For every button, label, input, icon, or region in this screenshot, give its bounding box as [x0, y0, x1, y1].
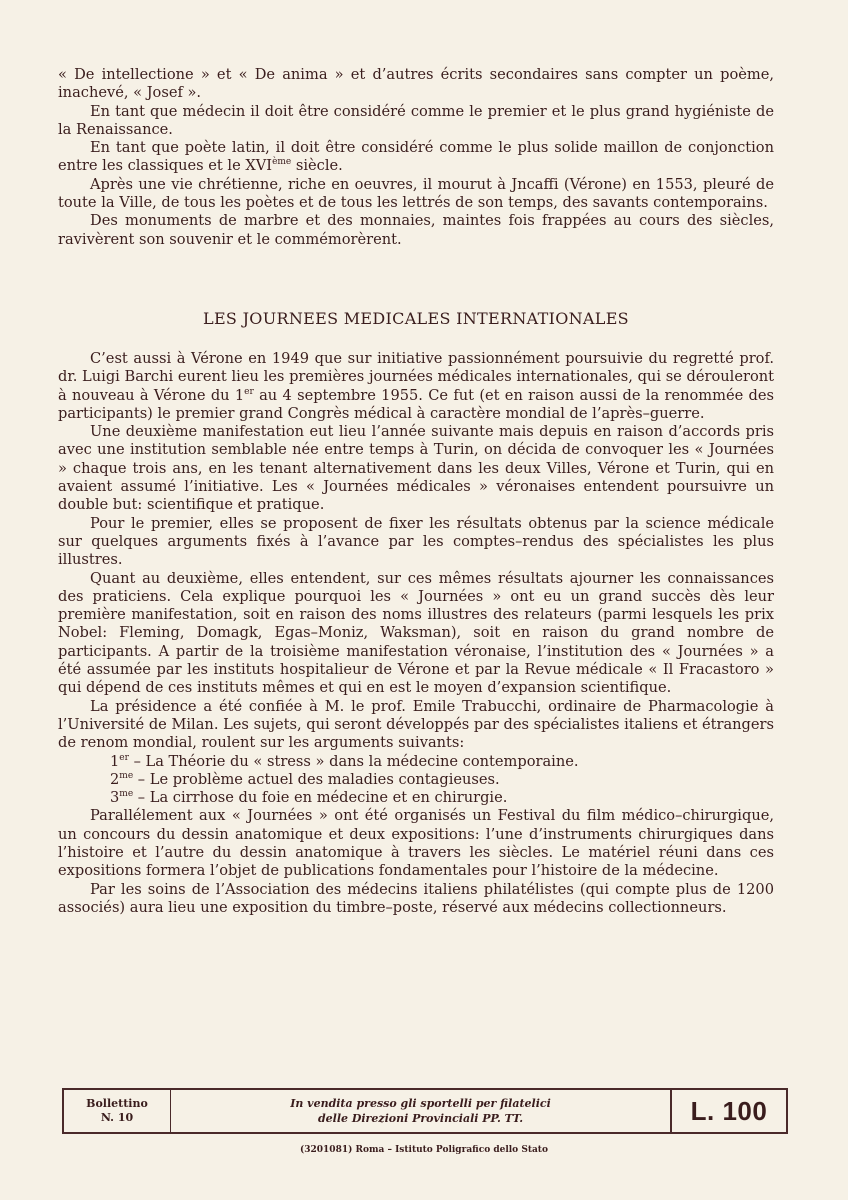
intro-paragraph-3: [58, 139, 774, 176]
list-item-sup: me: [119, 789, 134, 800]
list-item-sup: er: [119, 752, 129, 763]
list-item-number: 2: [110, 770, 120, 788]
arguments-list: [58, 753, 774, 808]
journees-paragraph-2: Une deuxième manifestation eut lieu l’année suivante mais depuis en raison d’accords pris avec une institution semblable née entre temps à Turin, on décida de convoquer les « Journées » chaque trois ans, en les tenant alternativement dans les deux Villes, Vérone et Turin, qui en avaient assumé l’initiative. Les « Journées médicales » véronaises entendent poursuivre un double but: scientifique et pratique.: [58, 423, 774, 514]
sale-info-cell: [171, 1090, 670, 1132]
price-cell: [670, 1090, 786, 1132]
sale-line-1: In vendita presso gli sportelli per filatelici: [290, 1097, 551, 1110]
list-item: [58, 753, 774, 771]
intro-section: [58, 66, 774, 249]
bulletin-cell: [64, 1090, 171, 1132]
list-item-text: – Le problème actuel des maladies contagieuses.: [133, 770, 500, 788]
intro-paragraph-5: Des monuments de marbre et des monnaies, maintes fois frappées au cours des siècles, ravivèrent son souvenir et le commémorèrent.: [58, 212, 774, 248]
list-item: [58, 771, 774, 789]
intro-paragraph-3-text: En tant que poète latin, il doit être considéré comme le plus solide maillon de conjonction entre les classiques et le XVI: [58, 139, 774, 175]
intro-paragraph-3-tail: siècle.: [291, 157, 343, 175]
journees-paragraph-1-text: C’est aussi à Vérone en 1949 que sur initiative passionnément poursuivie du regretté prof. dr. Luigi Barchi eurent lieu les premières journées médicales internationales, qui se dérouleront à nouveau à Vérone du 1: [58, 350, 774, 404]
footer-box: [62, 1088, 788, 1134]
journees-paragraph-1-tail: au 4 septembre 1955. Ce fut (et en raison aussi de la renommée des participants) le premier grand Congrès médical à caractère mondial de l’après–guerre.: [58, 386, 774, 422]
intro-paragraph-4: Après une vie chrétienne, riche en oeuvres, il mourut à Jncaffi (Vérone) en 1553, pleuré de toute la Ville, de tous les poètes et de tous les lettrés de son temps, des savants contemporains.: [58, 175, 774, 212]
list-item-text: – La cirrhose du foie en médecine et en chirurgie.: [133, 789, 508, 807]
list-item-sup: me: [119, 770, 134, 781]
bulletin-number: N. 10: [100, 1111, 134, 1124]
journees-paragraph-7: Par les soins de l’Association des médecins italiens philatélistes (qui compte plus de 1200 associés) aura lieu une exposition du timbre–poste, réservé aux médecins collectionneurs.: [58, 880, 774, 916]
journees-paragraph-1: [58, 350, 774, 423]
intro-paragraph-2: En tant que médecin il doit être considéré comme le premier et le plus grand hygiéniste de la Renaissance.: [58, 102, 774, 138]
sale-line-2: delle Direzioni Provinciali PP. TT.: [317, 1112, 524, 1125]
journees-paragraph-6: Parallélement aux « Journées » ont été organisés un Festival du film médico–chirurgique, un concours du dessin anatomique et deux expositions: l’une d’instruments chirurgiques dans l’histoire et l’autre du dessin anatomique à travers les siècles. Le matériel réuni dans ces expositions formera l’objet de publications fondamentales pour l’histoire de la médecine.: [58, 807, 774, 880]
intro-paragraph-3-sup: ème: [272, 157, 292, 168]
list-item-number: 1: [110, 752, 120, 770]
section-heading: LES JOURNEES MEDICALES INTERNATIONALES: [203, 309, 629, 328]
journees-paragraph-4: Quant au deuxième, elles entendent, sur ces mêmes résultats ajourner les connaissances des praticiens. Cela explique pourquoi les « Journées » ont eu un grand succès dès leur première manifestation, soit en raison des noms illustres des relateurs (parmi lesquels les prix Nobel: Fleming, Domagk, Egas–Moniz, Waksman), soit en raison du grand nombre de participants. A partir de la troisième manifestation véronaise, l’institution des « Journées » a été assumée par les instituts hospitalieur de Vérone et par la Revue médicale « Il Fracastoro » qui dépend de ces instituts mêmes et qui en est le moyen d’expansion scientifique.: [58, 569, 774, 697]
journees-paragraph-1-sup: er: [244, 386, 254, 397]
list-item-number: 3: [110, 789, 120, 807]
price-label: L. 100: [690, 1095, 768, 1126]
journees-paragraph-3: Pour le premier, elles se proposent de fixer les résultats obtenus par la science médicale sur quelques arguments fixés à l’avance par les comptes–rendus des spécialistes les plus illustres.: [58, 514, 774, 569]
printer-imprint: (3201081) Roma – Istituto Poligrafico dello Stato: [300, 1145, 548, 1155]
list-item: [58, 789, 774, 807]
bulletin-label: Bollettino: [86, 1097, 148, 1110]
journees-section: [58, 350, 774, 917]
intro-paragraph-1: « De intellectione » et « De anima » et d’autres écrits secondaires sans compter un poème, inachevé, « Josef ».: [58, 66, 774, 102]
list-item-text: – La Théorie du « stress » dans la médecine contemporaine.: [128, 752, 579, 770]
journees-paragraph-5: La présidence a été confiée à M. le prof. Emile Trabucchi, ordinaire de Pharmacologie à l’Université de Milan. Les sujets, qui seront développés par des spécialistes italiens et étrangers de renom mondial, roulent sur les arguments suivants:: [58, 697, 774, 752]
